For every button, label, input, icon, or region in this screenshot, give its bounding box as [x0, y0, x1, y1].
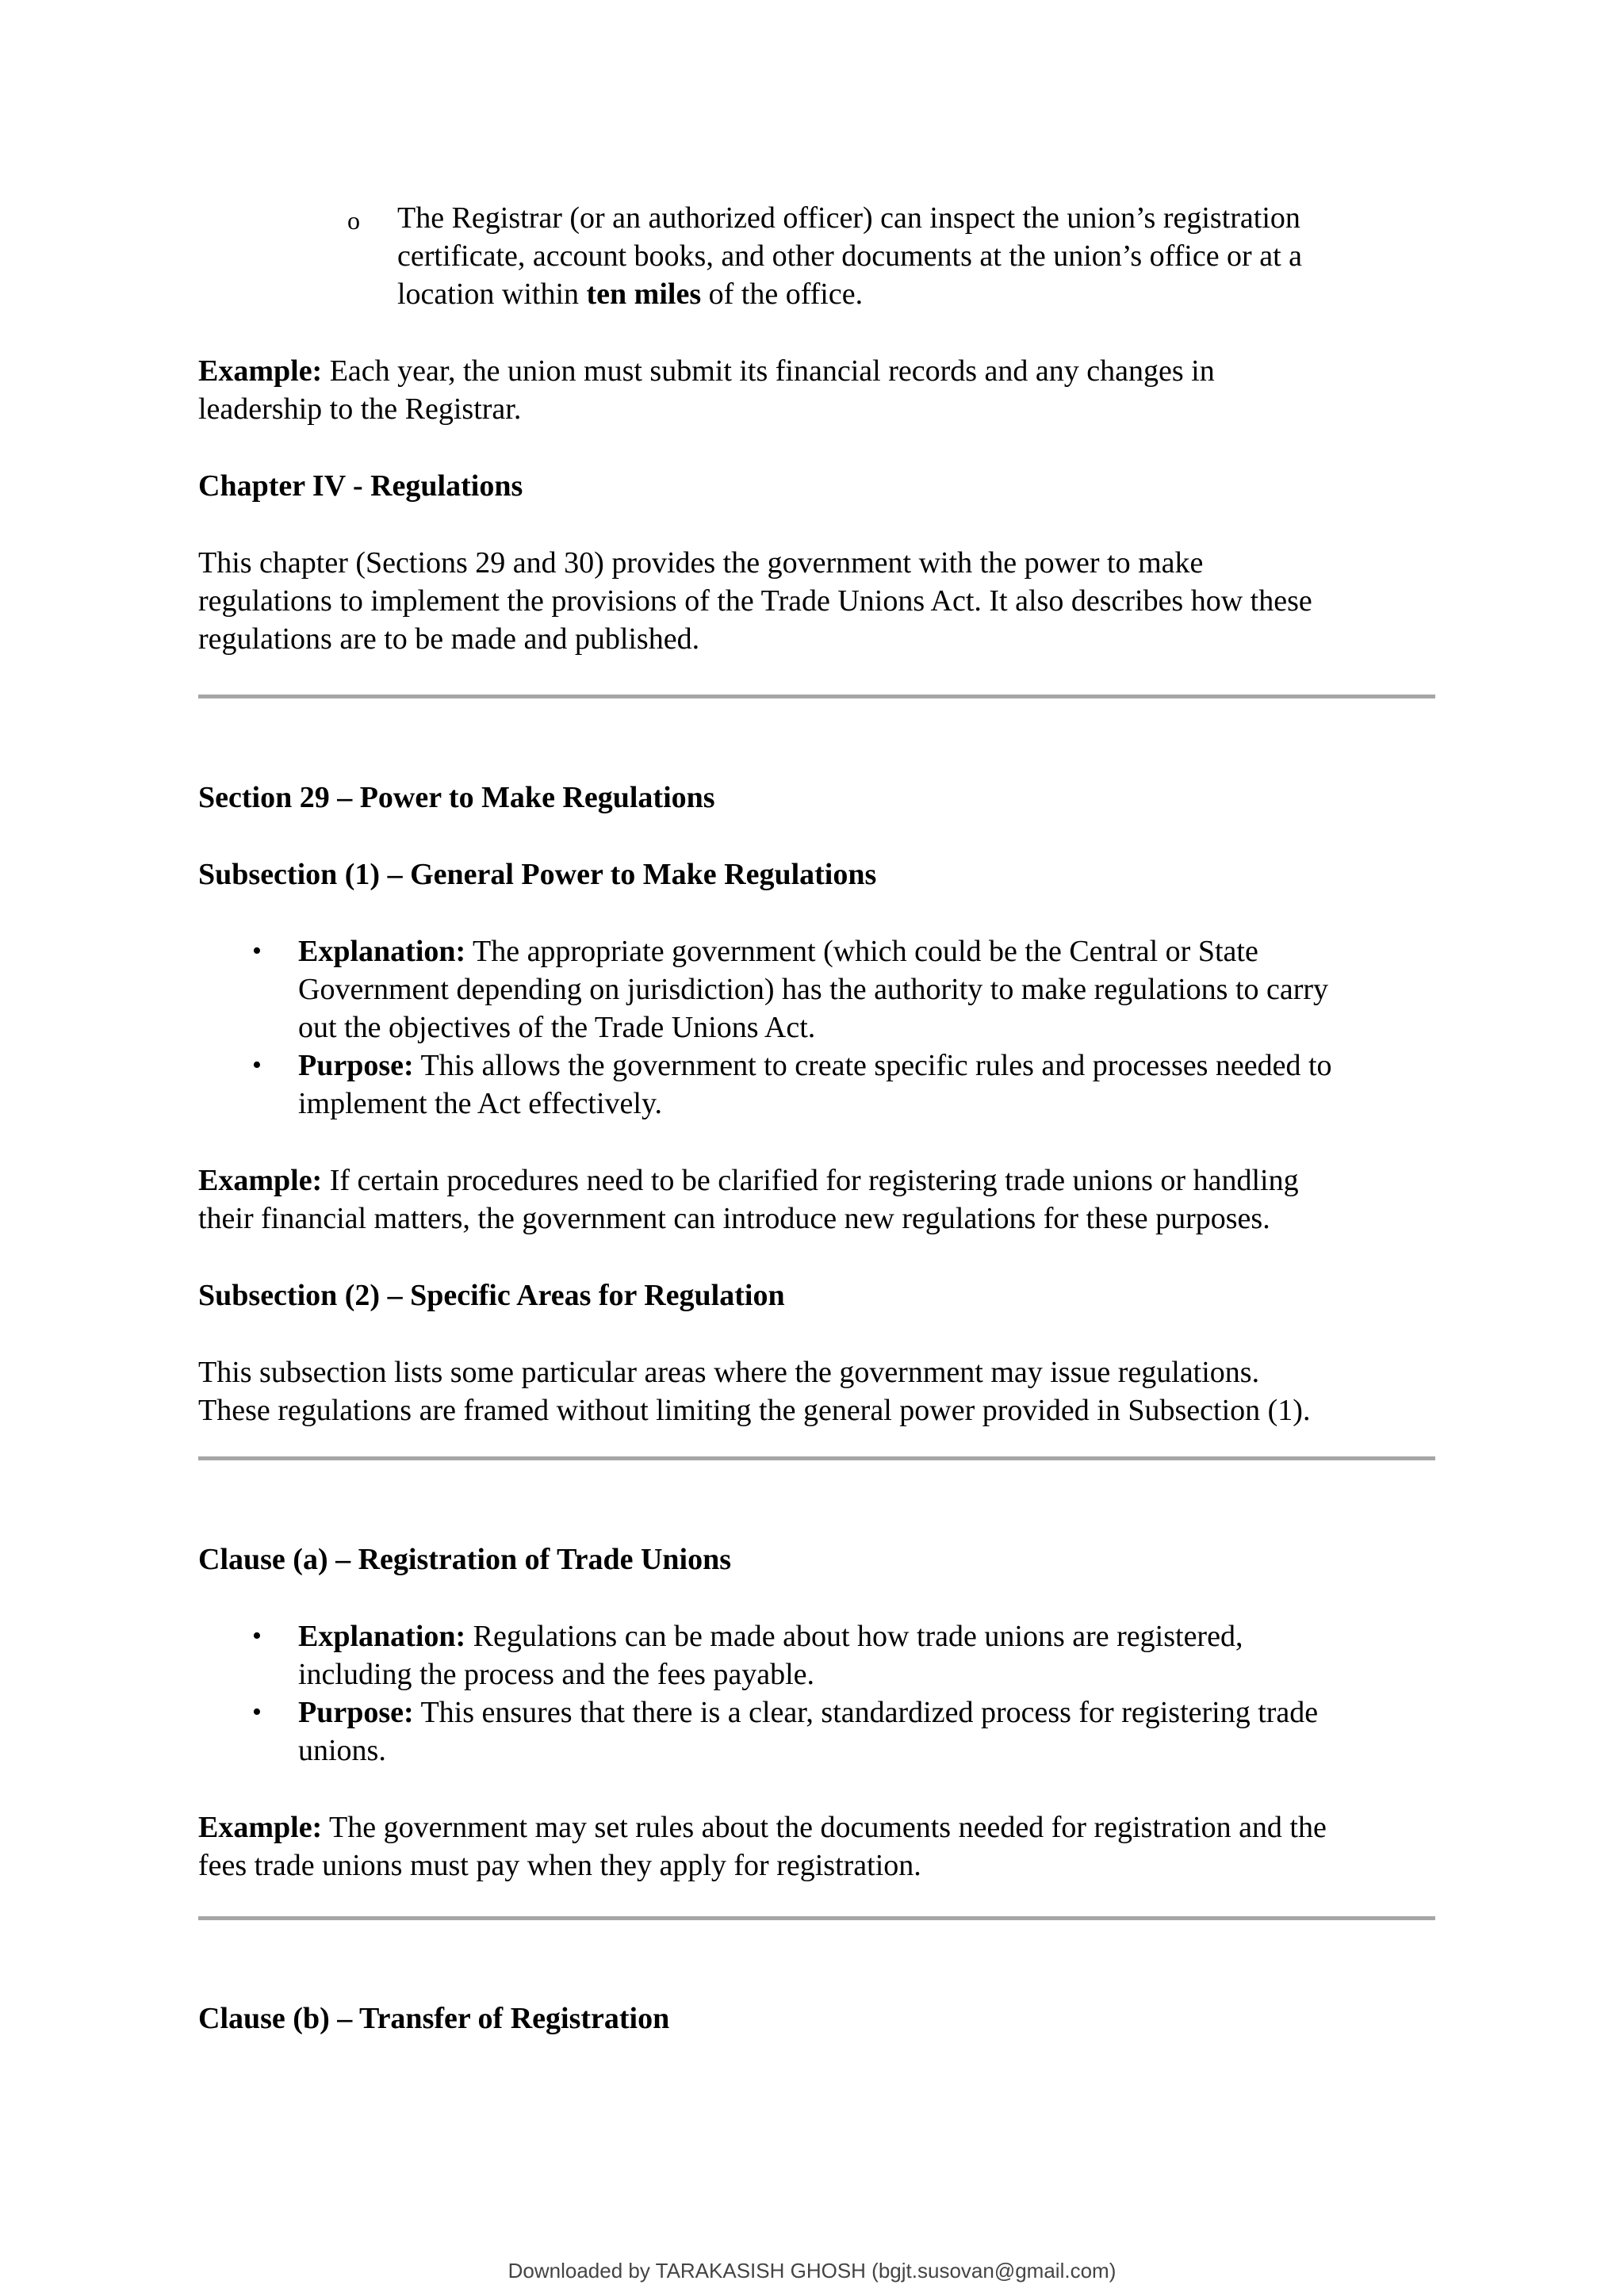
paragraph-line: This chapter (Sections 29 and 30) provides the government with the power to make [198, 546, 1204, 580]
section-heading: Section 29 – Power to Make Regulations [198, 781, 715, 814]
bullet-marker: • [252, 1697, 262, 1727]
subsection-heading: Subsection (2) – Specific Areas for Regulation [198, 1279, 785, 1312]
bullet-line [298, 1617, 1243, 1655]
paragraph-line: These regulations are framed without limiting the general power provided in Subsection (1). [198, 1394, 1311, 1427]
paragraph-line: their financial matters, the government can introduce new regulations for these purposes. [198, 1202, 1270, 1235]
text-run: of the office. [701, 277, 864, 311]
horizontal-rule [198, 695, 1435, 698]
chapter-heading: Chapter IV - Regulations [198, 469, 523, 503]
paragraph-line: This subsection lists some particular areas where the government may issue regulations. [198, 1356, 1260, 1389]
paragraph-line: fees trade unions must pay when they apply for registration. [198, 1849, 921, 1882]
emphasis-text: ten miles [586, 277, 702, 311]
bullet-line [298, 1047, 1332, 1085]
subsection-heading: Subsection (1) – General Power to Make Regulations [198, 858, 877, 891]
example-paragraph [198, 1161, 1299, 1200]
paragraph-line [397, 275, 863, 313]
example-label: Example: [198, 1164, 323, 1197]
text-run: Regulations can be made about how trade unions are registered, [465, 1620, 1243, 1653]
bullet-line: including the process and the fees payable. [298, 1658, 815, 1691]
example-paragraph [198, 1808, 1327, 1846]
bullet-line: out the objectives of the Trade Unions Act. [298, 1011, 816, 1044]
text-run: The appropriate government (which could be the Central or State [465, 935, 1258, 968]
clause-heading: Clause (a) – Registration of Trade Unions [198, 1543, 732, 1576]
bullet-label: Explanation: [298, 1620, 466, 1653]
bullet-marker: • [252, 1621, 262, 1651]
horizontal-rule [198, 1916, 1435, 1920]
download-footer: Downloaded by TARAKASISH GHOSH (bgjt.susovan@gmail.com) [508, 2259, 1116, 2283]
bullet-marker: • [252, 1050, 262, 1080]
example-label: Example: [198, 1811, 323, 1844]
bullet-label: Purpose: [298, 1049, 414, 1082]
text-run: This ensures that there is a clear, standardized process for registering trade [413, 1696, 1319, 1729]
bullet-marker: • [252, 936, 262, 966]
paragraph-line: certificate, account books, and other documents at the union’s office or at a [397, 239, 1303, 273]
bullet-line [298, 1693, 1318, 1732]
bullet-line: Government depending on jurisdiction) has the authority to make regulations to carry [298, 973, 1329, 1006]
paragraph-line: leadership to the Registrar. [198, 392, 522, 426]
bullet-line: implement the Act effectively. [298, 1087, 663, 1120]
example-paragraph [198, 352, 1215, 390]
bullet-label: Purpose: [298, 1696, 414, 1729]
bullet-line: unions. [298, 1734, 386, 1767]
paragraph-line: regulations are to be made and published. [198, 622, 700, 656]
example-label: Example: [198, 354, 323, 388]
text-run: Each year, the union must submit its financial records and any changes in [322, 354, 1215, 388]
clause-heading: Clause (b) – Transfer of Registration [198, 2002, 670, 2035]
sub-bullet-marker: o [347, 206, 360, 235]
paragraph-line: The Registrar (or an authorized officer) can inspect the union’s registration [397, 201, 1300, 235]
text-run: If certain procedures need to be clarified for registering trade unions or handling [322, 1164, 1299, 1197]
horizontal-rule [198, 1456, 1435, 1460]
text-run: The government may set rules about the documents needed for registration and the [322, 1811, 1327, 1844]
text-run: location within [397, 277, 587, 311]
bullet-label: Explanation: [298, 935, 466, 968]
text-run: This allows the government to create specific rules and processes needed to [413, 1049, 1332, 1082]
paragraph-line: regulations to implement the provisions of the Trade Unions Act. It also describes how these [198, 584, 1312, 618]
bullet-line [298, 932, 1258, 970]
